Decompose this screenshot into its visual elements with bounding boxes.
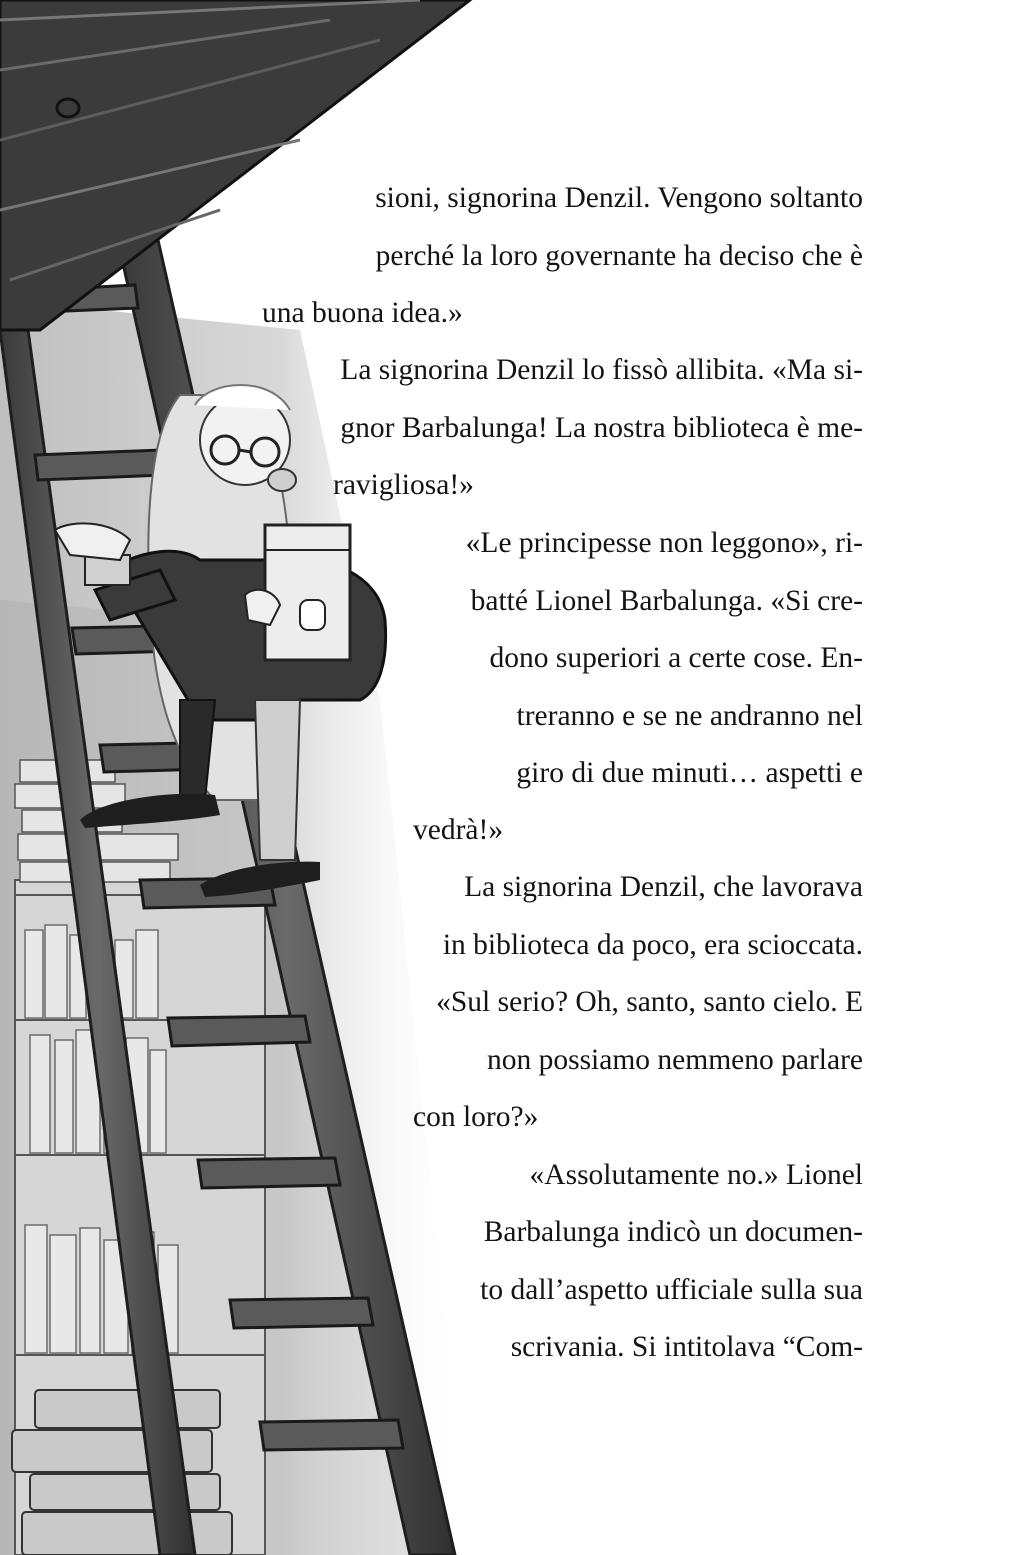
- text-line: una buona idea.»: [262, 297, 463, 329]
- text-line: La signorina Denzil lo fissò allibita. «Ma si-: [340, 354, 863, 386]
- text-line: «Assolutamente no.» Lionel: [529, 1159, 863, 1191]
- text-line: gnor Barbalunga! La nostra biblioteca è me-: [340, 412, 863, 444]
- text-line: Barbalunga indicò un documen-: [483, 1216, 863, 1248]
- text-line: perché la loro governante ha deciso che è: [375, 240, 863, 272]
- text-line: ravigliosa!»: [333, 469, 474, 501]
- text-line: in biblioteca da poco, era scioccata.: [442, 929, 863, 961]
- text-line: to dall’aspetto ufficiale sulla sua: [480, 1274, 863, 1306]
- text-line: sioni, signorina Denzil. Vengono soltanto: [375, 182, 863, 214]
- text-line: treranno e se ne andranno nel: [516, 700, 863, 732]
- text-line: con loro?»: [413, 1101, 539, 1133]
- text-line: La signorina Denzil, che lavorava: [464, 871, 863, 903]
- text-line: scrivania. Si intitolava “Com-: [510, 1331, 863, 1363]
- text-line: «Sul serio? Oh, santo, santo cielo. E: [436, 986, 863, 1018]
- text-line: batté Lionel Barbalunga. «Si cre-: [470, 585, 863, 617]
- text-line: non possiamo nemmeno parlare: [486, 1044, 863, 1076]
- text-line: «Le principesse non leggono», ri-: [465, 527, 863, 559]
- wooden-beam: [0, 0, 470, 330]
- text-line: dono superiori a certe cose. En-: [489, 642, 863, 674]
- text-line: vedrà!»: [413, 814, 504, 846]
- text-line: giro di due minuti… aspetti e: [516, 757, 863, 789]
